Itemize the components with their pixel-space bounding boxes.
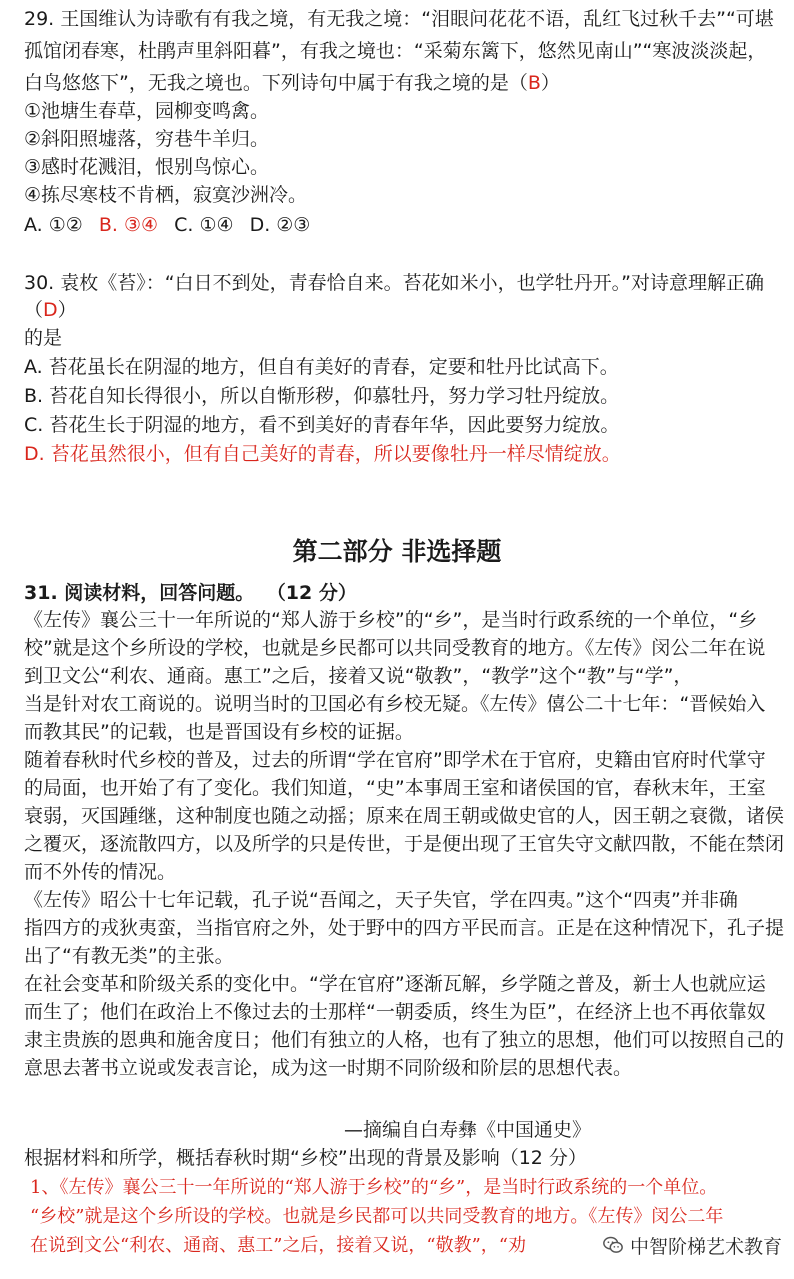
q29-answer: B [527, 72, 541, 94]
q31-para-line: 《左传》昭公十七年记载，孔子说“吾闻之，天子失官，学在四夷。”这个“四夷”并非确 [24, 889, 738, 911]
q29-item-2: ②斜阳照墟落，穷巷牛羊归。 [24, 128, 270, 150]
q29-line-3 [24, 70, 784, 96]
q30-answer: D [43, 299, 58, 321]
q30-bracket-close: ） [57, 299, 77, 321]
q31-source: —摘编自白寿彝《中国通史》 [344, 1119, 592, 1141]
q31-para-line: 而不外传的情况。 [24, 861, 177, 883]
q29-item-1: ①池塘生春草，园柳变鸣禽。 [24, 100, 270, 122]
q31-para-line: 的局面，也开始了有了变化。我们知道，“史”本事周王室和诸侯国的官，春秋末年，王室 [24, 777, 766, 799]
q30-option-a: A. 苔花虽长在阴湿的地方，但自有美好的青春，定要和牡丹比试高下。 [24, 356, 619, 378]
q31-para-line: 衰弱，灭国踵继，这种制度也随之动摇；原来在周王朝或做史官的人，因王朝之衰微，诸侯 [24, 805, 785, 827]
q31-para-line: 校”就是这个乡所设的学校，也就是乡民都可以共同受教育的地方。《左传》闵公二年在说 [24, 637, 766, 659]
q31-para-line: 指四方的戎狄夷蛮，当指官府之外，处于野中的四方平民而言。正是在这种情况下，孔子提 [24, 917, 785, 939]
q30-option-c: C. 苔花生长于阴湿的地方，看不到美好的青春年华，因此要努力绽放。 [24, 414, 620, 436]
q31-para-line: 意思去著书立说或发表言论，成为这一时期不同阶级和阶层的思想代表。 [24, 1057, 633, 1079]
q30-line-1: 30. 袁枚《苔》：“白日不到处，青春恰自来。苔花如米小，也学牡丹开。”对诗意理解正确 [24, 272, 764, 294]
q29-option-c: C. ①④ [174, 214, 234, 236]
q31-para-line: 当是针对农工商说的。说明当时的卫国必有乡校无疑。《左传》僖公二十七年：“晋候始入 [24, 693, 766, 715]
q31-para-line: 之覆灭，逐流散四方，以及所学的只是传世，于是便出现了王官失守文献四散，不能在禁闭 [24, 833, 785, 855]
q29-option-b: B. ③④ [98, 214, 159, 236]
q29-item-4: ④拣尽寒枝不肯栖，寂寞沙洲冷。 [24, 184, 308, 206]
q30-option-b: B. 苔花自知长得很小，所以自惭形秽，仰慕牡丹，努力学习牡丹绽放。 [24, 385, 620, 407]
q30-line-3: 的是 [24, 327, 63, 349]
q31-heading [24, 580, 784, 606]
q31-heading-text: 31. 阅读材料，回答问题。 [24, 582, 255, 604]
watermark [598, 1228, 786, 1262]
q29-bracket-close: ） [540, 72, 560, 94]
q31-para-line: 随着春秋时代乡校的普及，过去的所谓“学在官府”即学术在于官府，史籍由官府时代掌守 [24, 749, 766, 771]
q31-answer-line: 1、《左传》襄公三十一年所说的“郑人游于乡校”的“乡”，是当时行政系统的一个单位。 [30, 1177, 718, 1198]
q29-item-3: ③感时花溅泪，恨别鸟惊心。 [24, 156, 270, 178]
q31-question: 根据材料和所学，概括春秋时期“乡校”出现的背景及影响（12 分） [24, 1147, 587, 1169]
q29-option-a: A. ①② [24, 214, 83, 236]
q29-line-1: 29. 王国维认为诗歌有有我之境，有无我之境：“泪眼问花花不语，乱红飞过秋千去”“可堪 [24, 8, 774, 30]
q31-para-line: 在社会变革和阶级关系的变化中。“学在官府”逐渐瓦解，乡学随之普及，新士人也就应运 [24, 973, 766, 995]
section-title: 第二部分 非选择题 [292, 537, 502, 566]
watermark-text: 中智阶梯艺术教育 [629, 1235, 782, 1258]
q30-answer-line [24, 297, 784, 323]
q31-para-line: 《左传》襄公三十一年所说的“郑人游于乡校”的“乡”，是当时行政系统的一个单位，“乡 [24, 609, 758, 631]
q31-answer-line: “乡校”就是这个乡所设的学校。也就是乡民都可以共同受教育的地方。《左传》闵公二年 [30, 1206, 724, 1227]
q29-option-d: D. ②③ [249, 214, 311, 236]
q31-para-line: 而教其民”的记载，也是晋国设有乡校的证据。 [24, 721, 414, 743]
q31-para-line: 出了“有教无类”的主张。 [24, 945, 234, 967]
q31-answer-line: 在说到文公“利农、通商、惠工”之后，接着又说，“敬教”，“劝 [30, 1235, 527, 1256]
q31-points: （12 分） [276, 582, 357, 604]
q31-para-line: 到卫文公“利农、通商。惠工”之后，接着又说“敬教”，“教学”这个“教”与“学”， [24, 665, 693, 687]
q29-line-2: 孤馆闭春寒，杜鹃声里斜阳暮”，有我之境也：“采菊东篱下，悠然见南山”“寒波淡淡起， [24, 40, 767, 62]
q30-bracket-open: （ [24, 299, 44, 321]
wechat-bubble-icon [602, 1234, 624, 1256]
q29-line-3-text: 白鸟悠悠下”，无我之境也。下列诗句中属于有我之境的是（ [24, 72, 528, 94]
q30-option-d: D. 苔花虽然很小，但有自己美好的青春，所以要像牡丹一样尽情绽放。 [24, 443, 621, 465]
q31-para-line: 而生了；他们在政治上不像过去的士那样“一朝委质，终生为臣”，在经济上也不再依靠奴 [24, 1001, 766, 1023]
q31-para-line: 隶主贵族的恩典和施舍度日；他们有独立的人格，也有了独立的思想，他们可以按照自己的 [24, 1029, 785, 1051]
q29-options [24, 212, 784, 238]
